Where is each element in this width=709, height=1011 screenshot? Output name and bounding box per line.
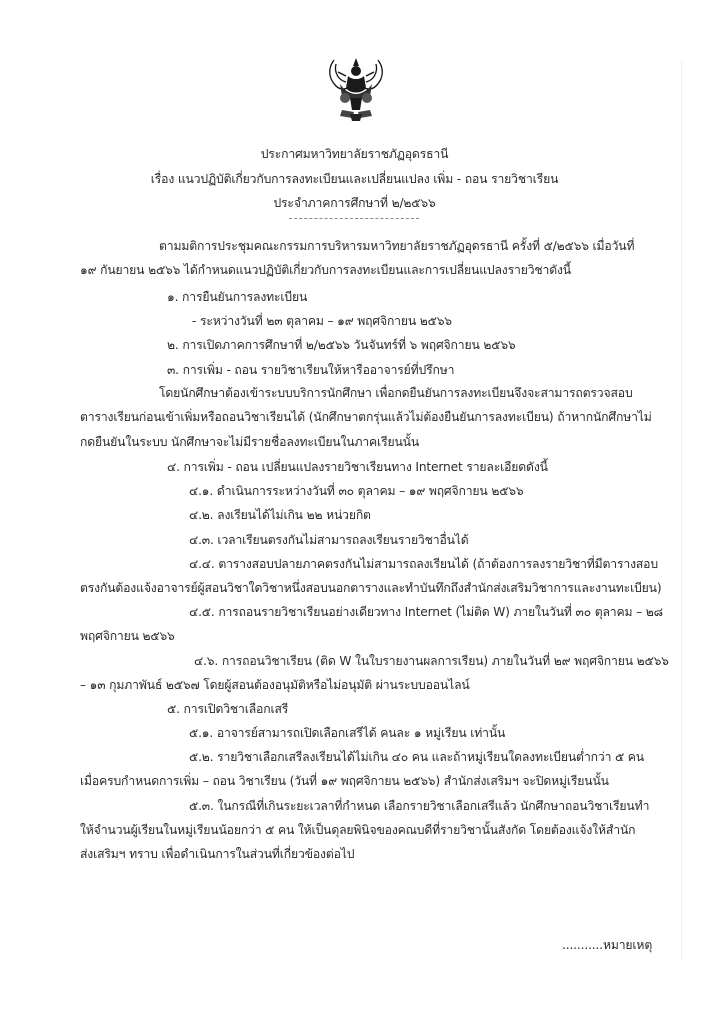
item-5-1: ๕.๑. อาจารย์สามารถเปิดเลือกเสรีได้ คนละ ๑ หมู่เรียน เท่านั้น — [189, 726, 506, 740]
title-divider — [289, 218, 419, 219]
garuda-emblem-icon — [324, 54, 388, 122]
item-4-5-line-2: พฤศจิกายน ๒๕๖๖ — [80, 629, 175, 643]
announcement-org-title: ประกาศมหาวิทยาลัยราชภัฏอุดรธานี — [260, 147, 449, 161]
item-3-para-line-2: ตารางเรียนก่อนเข้าเพิ่มหรือถอนวิชาเรียนได้ (นักศึกษาตกรุ่นแล้วไม่ต้องยืนยันการลงทะเบียน) ถ้าหากนักศึกษาไม่ — [80, 410, 652, 424]
item-1-detail: - ระหว่างวันที่ ๒๓ ตุลาคม – ๑๙ พฤศจิกายน ๒๕๖๖ — [192, 314, 452, 328]
item-3-para-line-1: โดยนักศึกษาต้องเข้าระบบบริการนักศึกษา เพื่อกดยืนยันการลงทะเบียนจึงจะสามารถตรวจสอบ — [159, 386, 633, 400]
intro-line-1: ตามมติการประชุมคณะกรรมการบริหารมหาวิทยาลัยราชภัฏอุดรธานี ครั้งที่ ๕/๒๕๖๖ เมื่อวันที่ — [159, 239, 635, 253]
item-4-2: ๔.๒. ลงเรียนได้ไม่เกิน ๒๒ หน่วยกิต — [189, 508, 371, 522]
item-5-2-line-1: ๕.๒. รายวิชาเลือกเสรีลงเรียนได้ไม่เกิน ๔๐ คน และถ้าหมู่เรียนใดลงทะเบียนต่ำกว่า ๕ คน — [189, 750, 644, 764]
item-4-4-line-1: ๔.๔. ตารางสอบปลายภาคตรงกันไม่สามารถลงเรียนได้ (ถ้าต้องการลงรายวิชาที่มีตารางสอบ — [189, 557, 658, 571]
item-2: ๒. การเปิดภาคการศึกษาที่ ๒/๒๕๖๖ วันจันทร์ที่ ๖ พฤศจิกายน ๒๕๖๖ — [167, 338, 516, 352]
item-4-6-line-2: – ๑๓ กุมภาพันธ์ ๒๕๖๗ โดยผู้สอนต้องอนุมัติหรือไม่อนุมัติ ผ่านระบบออนไลน์ — [80, 678, 470, 692]
footer-note: ...........หมายเหตุ — [562, 938, 653, 952]
item-4-5-line-1: ๔.๕. การถอนรายวิชาเรียนอย่างเดียวทาง Internet (ไม่ติด W) ภายในวันที่ ๓๐ ตุลาคม – ๒๘ — [189, 605, 663, 619]
item-3-para-line-3: กดยืนยันในระบบ นักศึกษาจะไม่มีรายชื่อลงทะเบียนในภาคเรียนนั้น — [80, 435, 420, 449]
item-4-3: ๔.๓. เวลาเรียนตรงกันไม่สามารถลงเรียนรายวิชาอื่นได้ — [189, 533, 469, 547]
item-4-4-line-2: ตรงกันต้องแจ้งอาจารย์ผู้สอนวิชาใดวิชาหนึ่งสอบนอกตารางและทำบันทึกถึงสำนักส่งเสริมวิชาการและงานทะเบียน) — [80, 581, 662, 595]
intro-line-2: ๑๙ กันยายน ๒๕๖๖ ได้กำหนดแนวปฏิบัติเกี่ยวกับการลงทะเบียนและการเปลี่ยนแปลงรายวิชาดังนี้ — [80, 263, 571, 277]
item-5-2-line-2: เมื่อครบกำหนดการเพิ่ม – ถอน วิชาเรียน (วันที่ ๑๙ พฤศจิกายน ๒๕๖๖) สำนักส่งเสริมฯ จะปิดหมู่เรียนนั้น — [80, 774, 609, 788]
announcement-term: ประจำภาคการศึกษาที่ ๒/๒๕๖๖ — [273, 196, 436, 210]
item-5-3-line-1: ๕.๓. ในกรณีที่เกินระยะเวลาที่กำหนด เลือกรายวิชาเลือกเสรีแล้ว นักศึกษาถอนวิชาเรียนทำ — [189, 799, 650, 813]
item-4: ๔. การเพิ่ม - ถอน เปลี่ยนแปลงรายวิชาเรียนทาง Internet รายละเอียดดังนี้ — [167, 460, 548, 474]
announcement-subject: เรื่อง แนวปฏิบัติเกี่ยวกับการลงทะเบียนและเปลี่ยนแปลง เพิ่ม - ถอน รายวิชาเรียน — [150, 172, 559, 186]
item-1: ๑. การยืนยันการลงทะเบียน — [167, 290, 308, 304]
item-3: ๓. การเพิ่ม - ถอน รายวิชาเรียนให้หารืออาจารย์ที่ปรึกษา — [167, 363, 455, 377]
item-5: ๕. การเปิดวิชาเลือกเสรี — [167, 702, 289, 716]
item-4-1: ๔.๑. ดำเนินการระหว่างวันที่ ๓๐ ตุลาคม – ๑๙ พฤศจิกายน ๒๕๖๖ — [189, 484, 524, 498]
item-4-6-line-1: ๔.๖. การถอนวิชาเรียน (ติด W ในใบรายงานผลการเรียน) ภายในวันที่ ๒๙ พฤศจิกายน ๒๕๖๖ — [194, 654, 669, 668]
item-5-3-line-2: ให้จำนวนผู้เรียนในหมู่เรียนน้อยกว่า ๕ คน ให้เป็นดุลยพินิจของคณบดีที่รายวิชานั้นสังกัด โดยต้องแจ้งให้สำนัก — [80, 823, 636, 837]
item-5-3-line-3: ส่งเสริมฯ ทราบ เพื่อดำเนินการในส่วนที่เกี่ยวข้องต่อไป — [80, 847, 355, 861]
